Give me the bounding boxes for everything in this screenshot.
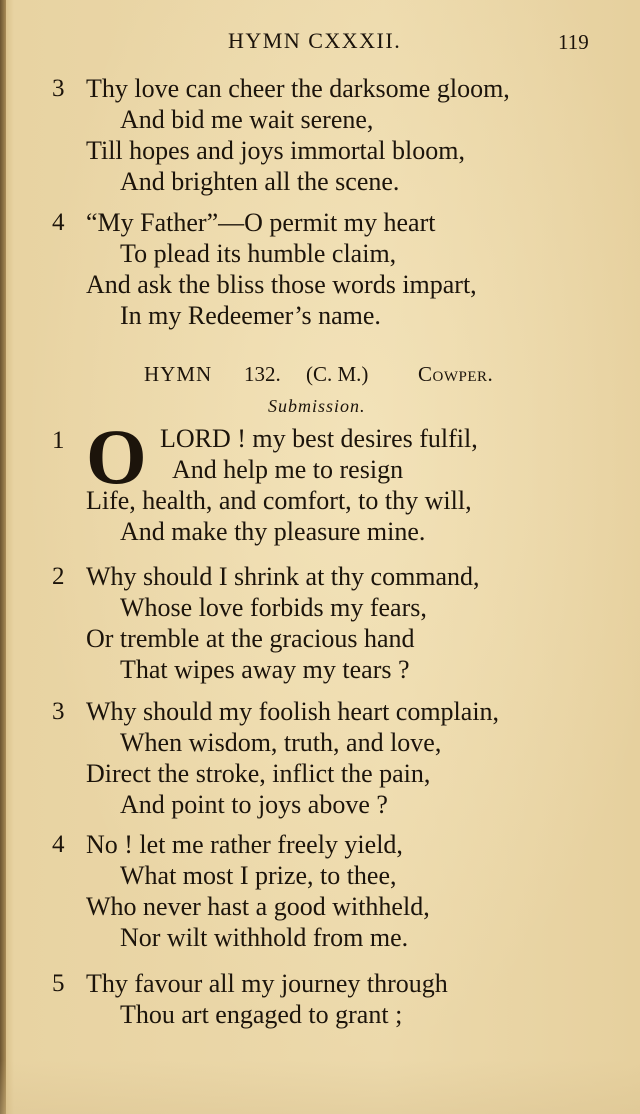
verse-line: LORD ! my best desires fulfil, xyxy=(160,424,478,453)
verse-line: When wisdom, truth, and love, xyxy=(120,728,442,757)
page-lower-margin xyxy=(0,1060,640,1114)
hymn-subtitle: Submission. xyxy=(268,396,366,416)
verse-line: In my Redeemer’s name. xyxy=(120,301,381,330)
verse-line: Why should I shrink at thy command, xyxy=(86,562,480,591)
verse-line: Who never hast a good withheld, xyxy=(86,892,430,921)
page-number: 119 xyxy=(558,30,589,54)
verse-line: What most I prize, to thee, xyxy=(120,861,397,890)
verse-line: Thy love can cheer the darksome gloom, xyxy=(86,74,510,103)
hymn-meter: (C. M.) xyxy=(306,362,369,386)
verse-line: Life, health, and comfort, to thy will, xyxy=(86,486,472,515)
verse-line: “My Father”—O permit my heart xyxy=(86,208,436,237)
verse-line: Whose love forbids my fears, xyxy=(120,593,427,622)
stanza-number: 1 xyxy=(52,427,65,454)
verse-line: Or tremble at the gracious hand xyxy=(86,624,415,653)
verse-line: And help me to resign xyxy=(172,455,404,484)
verse-line: Direct the stroke, inflict the pain, xyxy=(86,759,431,788)
stanza-number: 3 xyxy=(52,698,65,725)
stanza-number: 4 xyxy=(52,831,65,858)
hymn-heading xyxy=(0,362,640,392)
stanza-number: 2 xyxy=(52,563,65,590)
verse-line: And point to joys above ? xyxy=(120,790,388,819)
page-gutter-shadow xyxy=(0,0,6,1114)
hymn-label: HYMN xyxy=(144,362,213,386)
verse-line: And bid me wait serene, xyxy=(120,105,374,134)
verse-line: Nor wilt withhold from me. xyxy=(120,923,409,952)
verse-line: Thy favour all my journey through xyxy=(86,969,448,998)
running-head-title: HYMN CXXXII. xyxy=(228,28,402,53)
stanza-number: 4 xyxy=(52,209,65,236)
verse-line: That wipes away my tears ? xyxy=(120,655,410,684)
verse-line: And ask the bliss those words impart, xyxy=(86,270,477,299)
stanza-number: 3 xyxy=(52,75,65,102)
verse-line: And brighten all the scene. xyxy=(120,167,400,196)
verse-line: Why should my foolish heart complain, xyxy=(86,697,500,726)
verse-line: Till hopes and joys immortal bloom, xyxy=(86,136,465,165)
verse-line: And make thy pleasure mine. xyxy=(120,517,426,546)
running-head xyxy=(0,28,640,62)
drop-cap-letter: O xyxy=(86,413,147,500)
hymn-author: Cowper. xyxy=(418,362,494,386)
verse-line: To plead its humble claim, xyxy=(120,239,397,268)
verse-line: No ! let me rather freely yield, xyxy=(86,830,403,859)
verse-line: Thou art engaged to grant ; xyxy=(120,1000,403,1029)
stanza-number: 5 xyxy=(52,970,65,997)
hymn-number: 132. xyxy=(244,362,281,386)
